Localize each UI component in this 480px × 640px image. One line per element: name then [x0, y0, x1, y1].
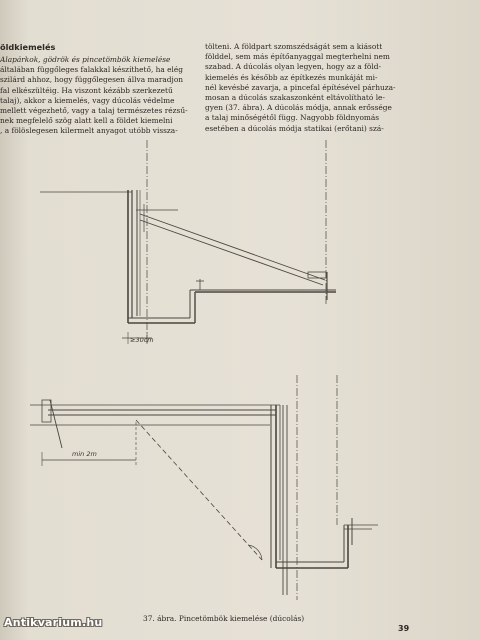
text-line: Alapárkok, gödrök és pincetömbök kiemelése — [0, 55, 171, 64]
figure-caption: 37. ábra. Pincetömbök kiemelése (dúcolás) — [143, 614, 305, 623]
section-heading: öldkiemelés — [0, 42, 56, 52]
text-line: általában függőleges falakkal készíthető, ha elég — [0, 65, 184, 75]
text-line: fal elkészültéig. Ha viszont kézább szerkezetű — [0, 85, 173, 95]
page-number: 39 — [398, 624, 410, 633]
text-line: gyen (37. ábra). A dúcolás módja, annak erőssége — [205, 103, 392, 113]
text-line: esetében a dúcolás módja statikai (erőtani) szá- — [205, 123, 384, 133]
text-line: talaj), akkor a kiemelés, vagy dúcolás védelme — [0, 95, 175, 105]
right-text-column — [205, 42, 405, 134]
lower-pit-detail — [30, 375, 378, 600]
text-line: mosan a dúcolás szakaszonként eltávolítható le- — [205, 93, 385, 103]
text-line: szabad. A dúcolás olyan legyen, hogy az a föld- — [205, 62, 381, 72]
upper-trench-detail — [40, 140, 336, 345]
text-line: földdel, sem más építőanyaggal megterhelni nem — [205, 52, 390, 62]
left-text-column — [0, 55, 195, 137]
text-line: nek megfelelő szög alatt kell a földet kiemelni — [0, 116, 173, 126]
text-line: mellett végezhető, vagy a talaj természetes rézsű- — [0, 106, 188, 116]
text-line: szilárd ahhoz, hogy függőlegesen állva maradjon — [0, 75, 184, 85]
shoring-diagram — [0, 130, 480, 610]
dimension-label: ≥30cm — [130, 336, 154, 344]
text-line: kiemelés és később az építkezés munkáját mi- — [205, 72, 378, 82]
text-line: , a fölöslegesen kilermelt anyagot utóbb vissza- — [0, 126, 178, 136]
text-line: a talaj minőségétől függ. Nagyobb földnyomás — [205, 113, 380, 123]
text-line: nél kevésbé zavarja, a pincefal építésével párhuza- — [205, 82, 396, 92]
dimension-label: min 2m — [72, 450, 97, 458]
watermark: Antikvarium.hu — [4, 616, 103, 629]
text-line: tölteni. A földpart szomszédságát sem a kiásott — [205, 42, 383, 51]
